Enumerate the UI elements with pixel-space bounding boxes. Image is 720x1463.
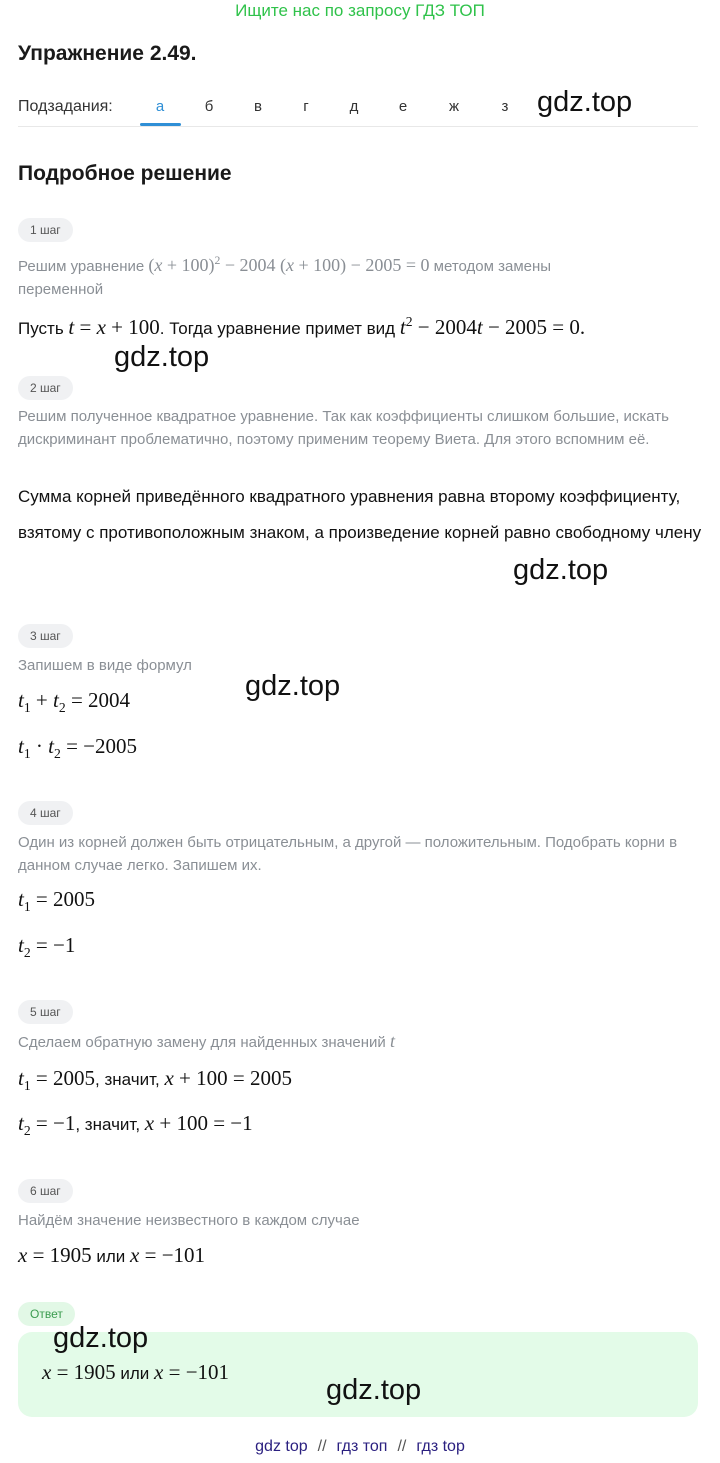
- step-2-text: Сумма корней приведённого квадратного уравнения равна второму коэффициенту, взятому с противоположным знаком, а произведение корней равно свободному члену: [18, 487, 702, 542]
- step-5-note: Сделаем обратную замену для найденных значений t: [18, 1031, 396, 1051]
- footer-links: [0, 1438, 720, 1456]
- step-3-badge: 3 шаг: [18, 624, 73, 648]
- tab-e[interactable]: е: [398, 98, 408, 115]
- formula-x: x = 1905 или x = −101: [18, 1243, 206, 1267]
- tab-d[interactable]: д: [349, 98, 359, 115]
- tab-g[interactable]: г: [303, 98, 309, 115]
- answer-badge: Ответ: [18, 1302, 75, 1326]
- step-4-note: Один из корней должен быть отрицательным, а другой — положительным. Подобрать корни в данном случае легко. Запишем их.: [18, 834, 678, 874]
- step-4-badge: 4 шаг: [18, 801, 73, 825]
- watermark: gdz.top: [513, 554, 609, 586]
- footer-separator: //: [317, 1438, 327, 1455]
- section-title: Подробное решение: [18, 162, 232, 185]
- formula-back-2: $t_2 = -1$, значит, x + 100 = −1: [18, 1111, 253, 1139]
- step-1-text: Пусть t = x + 100. Тогда уравнение примет вид $t^2 - 2004t - 2005 = 0$.: [18, 314, 586, 339]
- watermark: gdz.top: [53, 1322, 149, 1354]
- formula-product: $t_1 \cdot t_2 = -2005$: [18, 734, 138, 762]
- step-3-note: Запишем в виде формул: [18, 657, 192, 674]
- step-6-note: Найдём значение неизвестного в каждом случае: [18, 1212, 360, 1229]
- page-title: Упражнение 2.49.: [18, 42, 197, 65]
- active-tab-indicator: [140, 123, 181, 126]
- step-6-badge: 6 шаг: [18, 1179, 73, 1203]
- watermark: gdz.top: [537, 86, 633, 118]
- tab-zh[interactable]: ж: [448, 98, 460, 115]
- footer-link[interactable]: gdz top: [255, 1438, 308, 1455]
- watermark: gdz.top: [326, 1374, 422, 1406]
- step-2-badge: 2 шаг: [18, 376, 73, 400]
- tab-b[interactable]: б: [204, 98, 214, 115]
- tab-v[interactable]: в: [254, 98, 262, 115]
- footer-separator: //: [397, 1438, 407, 1455]
- watermark: gdz.top: [114, 341, 210, 373]
- footer-link[interactable]: гдз топ: [336, 1438, 388, 1455]
- tab-z[interactable]: з: [501, 98, 509, 115]
- step-1-badge: 1 шаг: [18, 218, 73, 242]
- tab-a[interactable]: а: [155, 98, 165, 115]
- answer-formula: x = 1905 или x = −101: [42, 1360, 230, 1384]
- formula-t1: $t_1 = 2005$: [18, 887, 96, 915]
- footer-link[interactable]: гдз top: [416, 1438, 465, 1455]
- step-1-note: Решим уравнение $(x + 100)^2 - 2004$ (x + 100) − 2005 = 0 методом замены переменной: [18, 254, 552, 298]
- formula-sum: $t_1 + t_2 = 2004$: [18, 688, 131, 716]
- step-2-note: Решим полученное квадратное уравнение. Так как коэффициенты слишком большие, искать дискриминант проблематично, поэтому применим теорему Виета. Для этого вспомним её.: [18, 408, 669, 448]
- formula-t2: $t_2 = -1$: [18, 933, 76, 961]
- promo-banner[interactable]: Ищите нас по запросу ГДЗ ТОП: [235, 1, 485, 20]
- formula-back-1: $t_1 = 2005$, значит, x + 100 = 2005: [18, 1066, 292, 1094]
- step-5-badge: 5 шаг: [18, 1000, 73, 1024]
- watermark: gdz.top: [245, 670, 341, 702]
- subtasks-label: Подзадания:: [18, 98, 113, 115]
